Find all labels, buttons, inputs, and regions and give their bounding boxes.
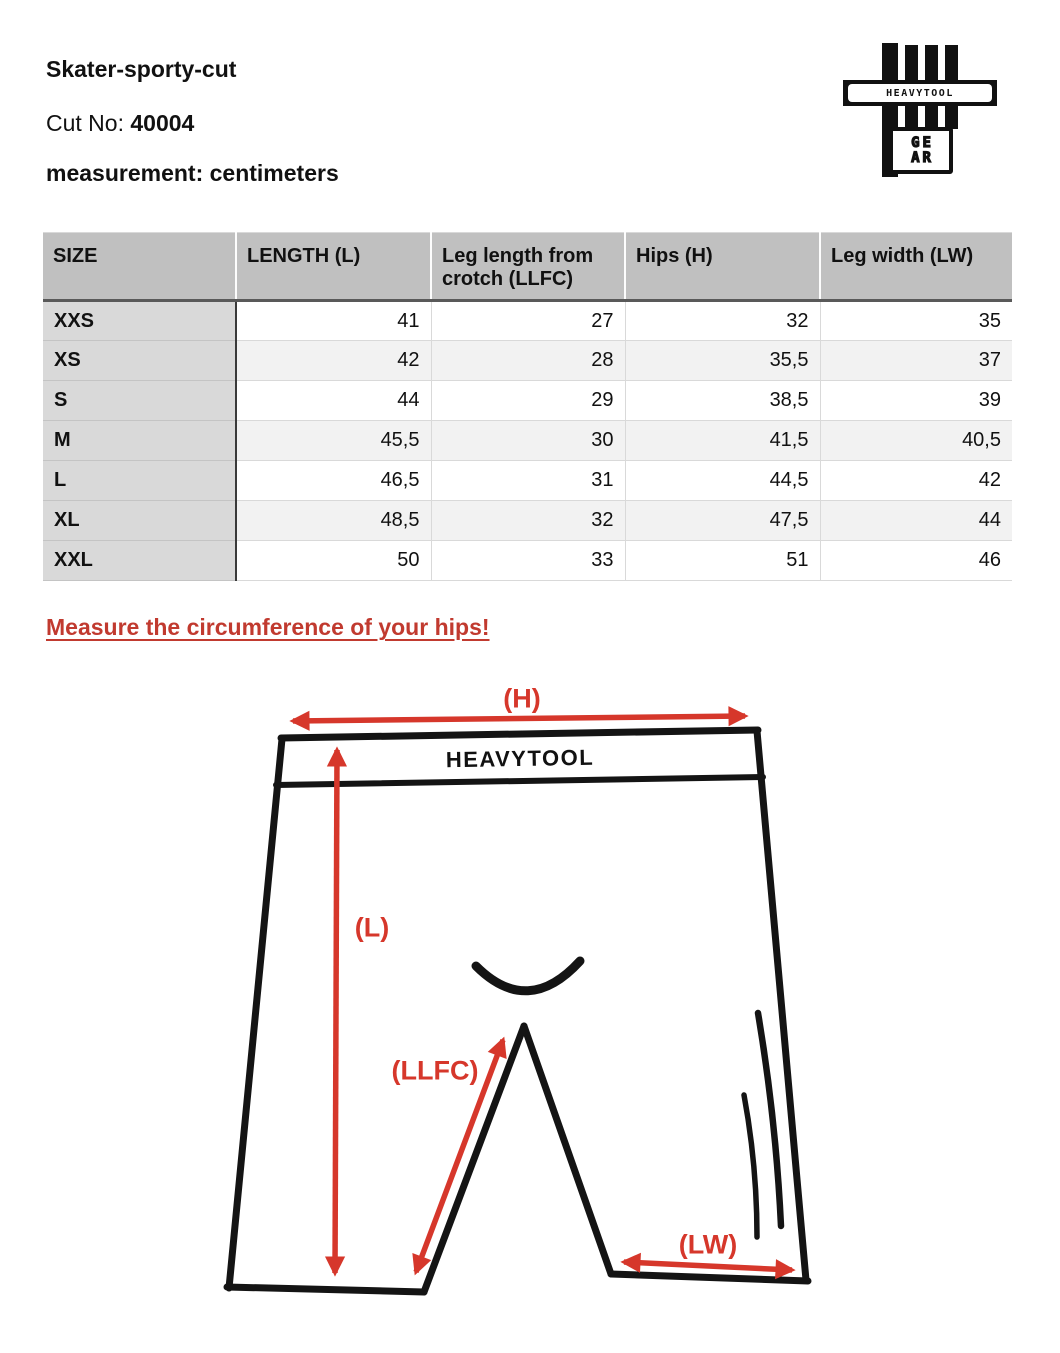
size-cell: L (43, 461, 236, 501)
value-cell: 28 (431, 341, 625, 381)
leg-width-measure-arrow (624, 1262, 792, 1270)
product-name: Skater-sporty-cut (46, 56, 237, 82)
value-cell: 44 (820, 501, 1012, 541)
right-inner-seam (524, 1026, 611, 1274)
value-cell: 50 (236, 541, 431, 581)
side-seam-detail-line (744, 1095, 757, 1237)
value-cell: 27 (431, 301, 625, 341)
value-cell: 41 (236, 301, 431, 341)
value-cell: 39 (820, 381, 1012, 421)
logo-gear-line1: GE (911, 134, 934, 151)
column-header-length: LENGTH (L) (236, 233, 431, 301)
side-seam-detail-line (758, 1013, 781, 1226)
cut-number-value: 40004 (130, 110, 195, 136)
value-cell: 42 (236, 341, 431, 381)
right-leg-hem (611, 1274, 808, 1281)
size-cell: XXL (43, 541, 236, 581)
size-cell: S (43, 381, 236, 421)
value-cell: 37 (820, 341, 1012, 381)
left-outer-seam (229, 739, 282, 1288)
waistband-top-line (281, 730, 758, 738)
measurement-unit-note: measurement: centimeters (46, 160, 339, 186)
size-cell: M (43, 421, 236, 461)
value-cell: 42 (820, 461, 1012, 501)
logo-brand-text: HEAVYTOOL (848, 84, 992, 102)
logo-band (843, 80, 997, 106)
value-cell: 46 (820, 541, 1012, 581)
value-cell: 45,5 (236, 421, 431, 461)
value-cell: 47,5 (625, 501, 820, 541)
column-header-leg-width: Leg width (LW) (820, 233, 1012, 301)
waistband-bottom-line (276, 777, 763, 785)
value-cell: 33 (431, 541, 625, 581)
value-cell: 38,5 (625, 381, 820, 421)
size-cell: XXS (43, 301, 236, 341)
value-cell: 41,5 (625, 421, 820, 461)
value-cell: 32 (431, 501, 625, 541)
value-cell: 44 (236, 381, 431, 421)
crotch-curve (476, 961, 580, 991)
value-cell: 32 (625, 301, 820, 341)
value-cell: 51 (625, 541, 820, 581)
value-cell: 46,5 (236, 461, 431, 501)
cut-number-label: Cut No: (46, 110, 124, 136)
length-label: (L) (354, 912, 390, 943)
llfc-label: (LLFC) (391, 1055, 479, 1086)
size-cell: XS (43, 341, 236, 381)
column-header-size: SIZE (43, 233, 236, 301)
left-leg-hem (227, 1287, 424, 1292)
size-cell: XL (43, 501, 236, 541)
value-cell: 35 (820, 301, 1012, 341)
value-cell: 44,5 (625, 461, 820, 501)
column-header-hips: Hips (H) (625, 233, 820, 301)
hips-label: (H) (503, 683, 541, 714)
value-cell: 29 (431, 381, 625, 421)
value-cell: 48,5 (236, 501, 431, 541)
waistband-brand-text: HEAVYTOOL (445, 744, 595, 773)
value-cell: 40,5 (820, 421, 1012, 461)
hips-measure-note: Measure the circumference of your hips! (46, 614, 490, 640)
logo-gear-text (889, 127, 953, 174)
value-cell: 31 (431, 461, 625, 501)
leg-width-label: (LW) (678, 1229, 738, 1260)
column-header-llfc: Leg length from crotch (LLFC) (431, 233, 625, 301)
value-cell: 35,5 (625, 341, 820, 381)
length-measure-arrow (335, 750, 337, 1273)
logo-gear-line2: AR (911, 149, 934, 166)
value-cell: 30 (431, 421, 625, 461)
hips-measure-arrow (293, 716, 745, 721)
